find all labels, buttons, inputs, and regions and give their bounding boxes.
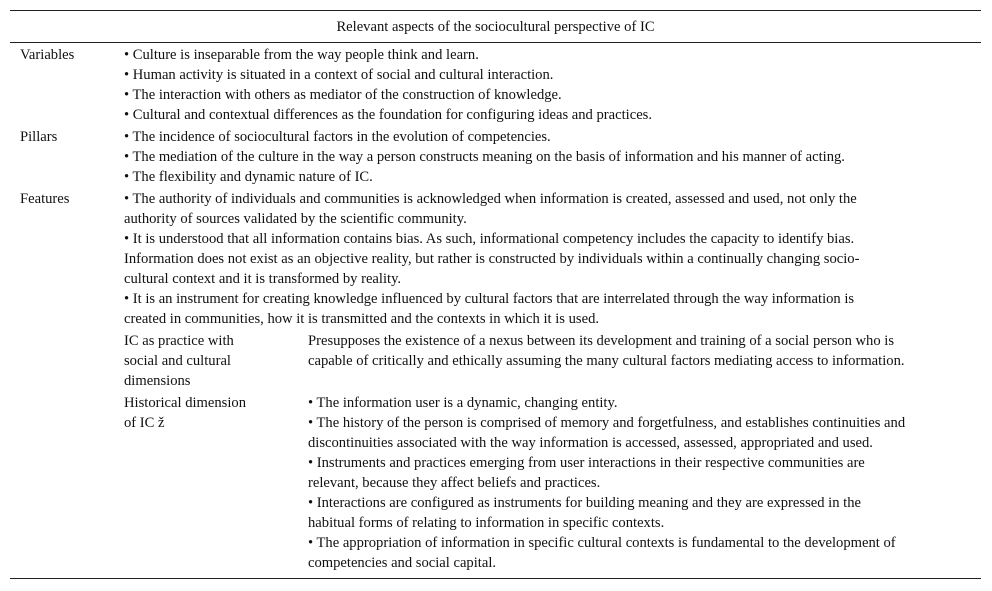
- pillars-line: • The incidence of sociocultural factors in the evolution of competencies.: [124, 129, 551, 145]
- features-line: • It is an instrument for creating knowledge influenced by cultural factors that are interrelated through the way information is: [124, 291, 855, 307]
- features-line: authority of sources validated by the scientific community.: [124, 211, 467, 227]
- features-line: • The authority of individuals and communities is acknowledged when information is created, assessed and used, not only the: [124, 191, 857, 207]
- historical-line: discontinuities associated with the way information is accessed, assessed, appropriated and used.: [308, 435, 873, 451]
- subrow-label-line: social and cultural: [124, 353, 231, 369]
- variables-line: • Culture is inseparable from the way people think and learn.: [124, 47, 479, 63]
- sociocultural-ic-table: [10, 10, 981, 579]
- historical-line: competencies and social capital.: [308, 555, 497, 571]
- historical-line: • The information user is a dynamic, changing entity.: [308, 395, 618, 411]
- row-label-variables: Variables: [20, 47, 75, 63]
- variables-line: • Cultural and contextual differences as the foundation for configuring ideas and practices.: [124, 107, 653, 123]
- features-line: • It is understood that all information contains bias. As such, informational competency includes the capacity to identify bias.: [124, 231, 855, 247]
- historical-line: • Interactions are configured as instruments for building meaning and they are expressed in the: [308, 495, 862, 511]
- row-label-features: Features: [20, 191, 70, 207]
- features-content: [124, 189, 859, 329]
- pillars-line: • The flexibility and dynamic nature of IC.: [124, 169, 373, 185]
- subrow-label-line: of IC ž: [124, 415, 165, 431]
- variables-line: • Human activity is situated in a context of social and cultural interaction.: [124, 67, 554, 83]
- variables-content: [124, 45, 652, 125]
- pillars-content: [124, 127, 845, 187]
- title-rule: [10, 42, 981, 43]
- subrow-label-ic-practice: [124, 331, 234, 391]
- subrow-label-line: dimensions: [124, 373, 191, 389]
- ic-practice-line: capable of critically and ethically assuming the many cultural factors mediating access to information.: [308, 353, 905, 369]
- table-title: Relevant aspects of the sociocultural perspective of IC: [336, 19, 655, 35]
- subrow-label-historical-dimension: [124, 393, 246, 433]
- ic-practice-content: [308, 331, 905, 371]
- subrow-label-line: Historical dimension: [124, 395, 247, 411]
- variables-line: • The interaction with others as mediator of the construction of knowledge.: [124, 87, 562, 103]
- historical-line: • The history of the person is comprised of memory and forgetfulness, and establishes continuities and: [308, 415, 906, 431]
- features-line: created in communities, how it is transmitted and the contexts in which it is used.: [124, 311, 600, 327]
- historical-line: relevant, because they affect beliefs and practices.: [308, 475, 601, 491]
- ic-practice-line: Presupposes the existence of a nexus between its development and training of a social person who is: [308, 333, 895, 349]
- pillars-line: • The mediation of the culture in the way a person constructs meaning on the basis of information and his manner of acting.: [124, 149, 845, 165]
- features-line: Information does not exist as an objective reality, but rather is constructed by individuals within a continually changing socio-: [124, 251, 860, 267]
- historical-dimension-content: [308, 393, 905, 573]
- historical-line: • Instruments and practices emerging from user interactions in their respective communities are: [308, 455, 865, 471]
- row-label-pillars: Pillars: [20, 129, 58, 145]
- historical-line: • The appropriation of information in specific cultural contexts is fundamental to the development of: [308, 535, 896, 551]
- subrow-label-line: IC as practice with: [124, 333, 234, 349]
- historical-line: habitual forms of relating to information in specific contexts.: [308, 515, 665, 531]
- features-line: cultural context and it is transformed by reality.: [124, 271, 402, 287]
